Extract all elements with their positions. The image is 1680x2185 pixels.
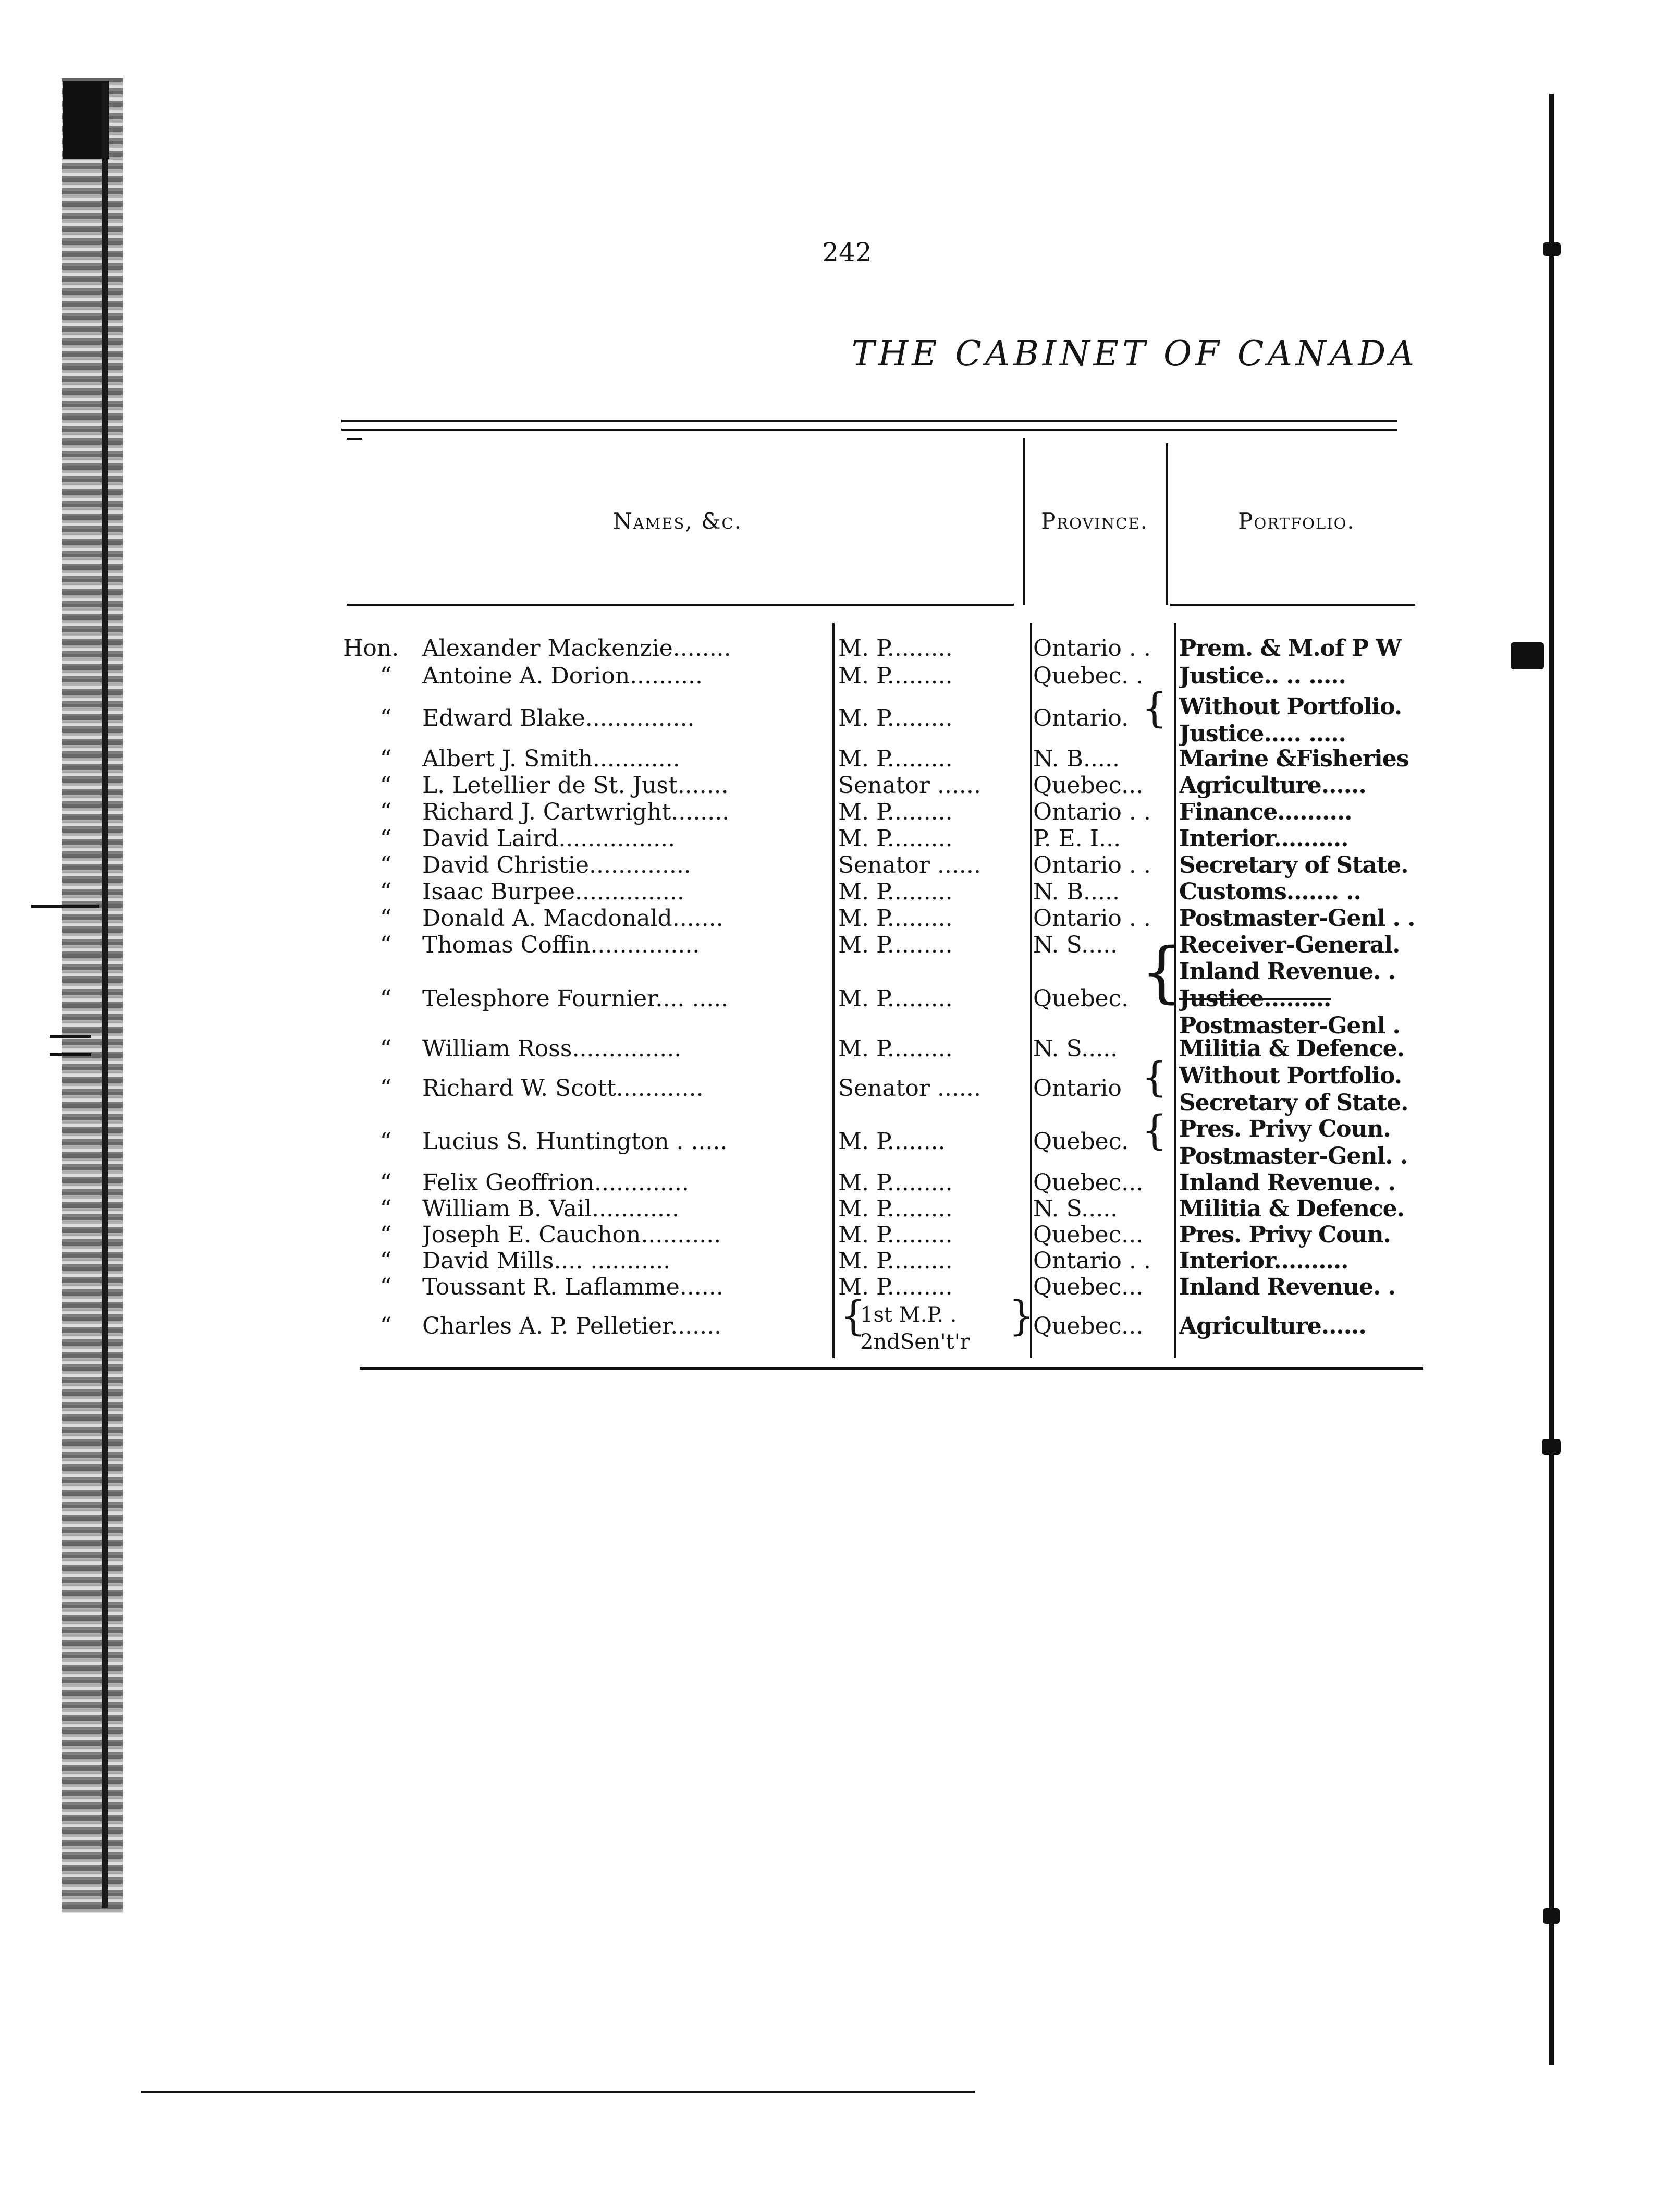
member-name: Lucius S. Huntington . ..... [422,1128,728,1155]
province: Ontario . . [1033,905,1151,932]
province: N. S..... [1033,1195,1118,1222]
portfolio: Justice..... ..... [1179,721,1346,747]
member-name: Edward Blake............... [422,705,695,731]
portfolio-multi [1179,1063,1432,1117]
portfolio: Inland Revenue. . [1179,1169,1395,1196]
ditto-mark: “ [379,1128,392,1155]
member-name: Donald A. Macdonald....... [422,905,723,932]
portfolio: Interior.......... [1179,1248,1348,1274]
ditto-mark: “ [379,799,392,825]
portfolio: Militia & Defence. [1179,1035,1404,1062]
member-status: M. P......... [838,905,953,932]
province: Ontario . . [1033,635,1151,662]
ditto-mark: “ [379,985,392,1012]
scan-bottom-line [141,2091,975,2093]
ditto-mark: “ [379,705,392,731]
brace: { [1142,1054,1168,1101]
portfolio: Customs....... .. [1179,878,1361,905]
ditto-mark: “ [379,1035,392,1062]
member-status: M. P......... [838,1222,953,1248]
province: Quebec... [1033,1313,1144,1339]
province: Ontario . . [1033,799,1151,825]
province: Quebec. [1033,1128,1129,1155]
brace: { [840,1293,866,1340]
ditto-mark: “ [379,878,392,905]
portfolio: Postmaster-Genl . [1179,1012,1400,1039]
ditto-mark: “ [379,746,392,772]
province: N. S..... [1033,1035,1118,1062]
portfolio: Marine &Fisheries [1179,746,1409,772]
portfolio-multi [1179,1116,1432,1170]
member-name: Telesphore Fournier.... ..... [422,985,729,1012]
column-divider [1166,443,1168,605]
member-status: Senator ...... [838,772,981,799]
column-divider [1030,623,1032,1358]
province: Ontario . . [1033,852,1151,878]
portfolio: Pres. Privy Coun. [1179,1222,1391,1248]
scan-edge-knob [1543,1908,1560,1924]
member-status: M. P......... [838,746,953,772]
province: Quebec... [1033,1274,1144,1300]
member-status: M. P......... [838,932,953,958]
header-rule [347,604,1014,606]
province: Quebec. . [1033,663,1144,689]
portfolio: Postmaster-Genl. . [1179,1143,1408,1169]
portfolio: Without Portfolio. [1179,693,1402,720]
member-status: M. P......... [838,985,953,1012]
member-name: David Mills.... ........... [422,1248,671,1274]
member-name: David Christie.............. [422,852,691,878]
ditto-mark: “ [379,825,392,852]
ditto-mark: “ [379,772,392,799]
member-name: David Laird................ [422,825,676,852]
column-header-portfolio: Portfolio. [1238,508,1355,534]
portfolio: Prem. & M.of P W [1179,635,1401,662]
running-title: THE CABINET OF CANADA [851,334,1418,374]
province: P. E. I... [1033,825,1121,852]
ditto-mark: “ [379,1313,392,1339]
portfolio: Finance.......... [1179,799,1352,825]
brace: { [1142,685,1168,732]
table-top-rule [341,429,1397,431]
member-name: William B. Vail............ [422,1195,679,1222]
member-name: Albert J. Smith............ [422,746,680,772]
member-status: M. P......... [838,1274,953,1300]
portfolio: Secretary of State. [1179,1090,1408,1116]
member-name: Isaac Burpee............... [422,878,684,905]
member-name: L. Letellier de St. Just....... [422,772,729,799]
portfolio: Interior.......... [1179,825,1348,852]
member-status: Senator ...... [838,852,981,878]
ditto-mark: “ [379,663,392,689]
member-name: Antoine A. Dorion.......... [422,663,703,689]
scan-edge-mark [31,905,99,908]
member-status: M. P......... [838,1035,953,1062]
member-name: Alexander Mackenzie........ [422,635,731,662]
member-name: Felix Geoffrion............. [422,1169,689,1196]
member-status: 2ndSen't'r [860,1330,970,1354]
portfolio: Justice.. .. ..... [1179,663,1346,689]
member-status: M. P........ [838,1128,946,1155]
portfolio: Justice......... [1179,985,1331,1012]
scan-edge-left [62,78,123,1913]
province: Quebec. [1033,985,1129,1012]
province: Quebec... [1033,772,1144,799]
portfolio: Postmaster-Genl . . [1179,905,1415,932]
ditto-mark: “ [379,852,392,878]
member-status: M. P......... [838,1195,953,1222]
member-status: M. P......... [838,1169,953,1196]
member-status: M. P......... [838,1248,953,1274]
member-status-multi [860,1301,1001,1356]
brace: { [1141,934,1183,1010]
scan-edge-line [102,83,108,1908]
province: Ontario. [1033,705,1129,731]
scan-edge-mark [50,1053,91,1056]
table-bottom-rule [360,1367,1423,1370]
member-status: Senator ...... [838,1075,981,1102]
brace: } [1009,1293,1035,1340]
portfolio-multi [1179,958,1432,1040]
member-name: Charles A. P. Pelletier....... [422,1313,722,1339]
ditto-mark: “ [379,1169,392,1196]
member-status: M. P......... [838,878,953,905]
member-status: M. P......... [838,635,953,662]
province: Ontario [1033,1075,1122,1102]
scan-edge-knob [1511,642,1544,669]
honorific: Hon. [343,635,399,662]
member-name: Richard J. Cartwright........ [422,799,730,825]
portfolio: Inland Revenue. . [1179,1274,1395,1300]
portfolio: Secretary of State. [1179,852,1408,878]
portfolio: Agriculture...... [1179,1313,1366,1339]
member-status: 1st M.P. . [860,1303,957,1327]
province: Quebec... [1033,1169,1144,1196]
portfolio: Agriculture...... [1179,772,1366,799]
ditto-mark: “ [379,1075,392,1102]
scan-edge-knob [1543,242,1561,256]
member-name: Richard W. Scott............ [422,1075,704,1102]
province: Ontario . . [1033,1248,1151,1274]
scan-edge-mark [50,1035,91,1038]
portfolio-multi [1179,693,1432,748]
member-name: Thomas Coffin............... [422,932,700,958]
ditto-mark: “ [379,932,392,958]
member-name: William Ross............... [422,1035,682,1062]
member-status: M. P......... [838,663,953,689]
column-header-province: Province. [1041,508,1148,534]
table-top-rule [347,438,362,440]
scan-edge-right [1549,94,1554,2065]
ditto-mark: “ [379,1248,392,1274]
brace: { [1142,1107,1168,1154]
member-status: M. P......... [838,825,953,852]
portfolio: Inland Revenue. . [1179,958,1395,985]
portfolio: Pres. Privy Coun. [1179,1116,1391,1142]
ditto-mark: “ [379,905,392,932]
member-name: Toussant R. Laflamme...... [422,1274,723,1300]
ditto-mark: “ [379,1222,392,1248]
province: N. B..... [1033,746,1120,772]
province: N. B..... [1033,878,1120,905]
member-status: M. P......... [838,799,953,825]
table-top-rule [341,420,1397,422]
member-name: Joseph E. Cauchon........... [422,1222,721,1248]
header-rule [1170,604,1415,606]
portfolio: Militia & Defence. [1179,1195,1404,1222]
ditto-mark: “ [379,1195,392,1222]
portfolio: Receiver-General. [1179,932,1400,958]
column-header-names: Names, &c. [612,508,743,534]
ditto-mark: “ [379,1274,392,1300]
province: N. S..... [1033,932,1118,958]
province: Quebec... [1033,1222,1144,1248]
portfolio: Without Portfolio. [1179,1063,1402,1089]
page-number: 242 [822,237,872,267]
member-status: M. P......... [838,705,953,731]
scan-edge-knob [1542,1439,1561,1455]
